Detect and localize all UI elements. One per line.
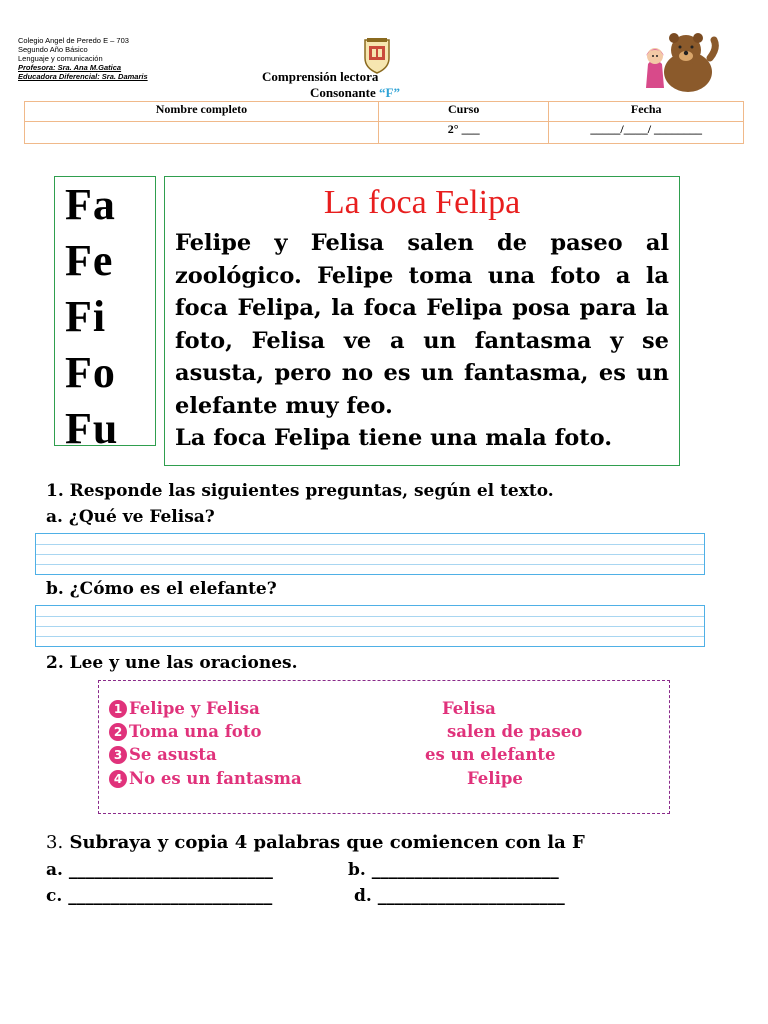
blank-a[interactable]: a. ________________________	[46, 860, 273, 880]
number-badge: 2	[109, 723, 127, 741]
subtitle-letter: “F”	[379, 85, 400, 100]
syllable-fa: Fa	[65, 180, 116, 229]
section1-heading: 1. Responde las siguientes preguntas, según el texto.	[46, 481, 554, 501]
cartoon-girl-and-bear-icon	[628, 28, 720, 94]
match-left-1[interactable]	[109, 699, 260, 718]
story-text-cutoff: La foca Felipa tiene una mala foto.	[175, 425, 613, 451]
syllable-box	[54, 176, 156, 446]
school-name: Colegio Angel de Peredo E – 703	[18, 36, 129, 45]
match-left-text: Toma una foto	[129, 722, 262, 741]
table-row	[25, 122, 744, 144]
student-info-table	[24, 101, 744, 144]
header-curso: Curso	[378, 102, 549, 122]
worksheet-title: Comprensión lectora	[262, 69, 379, 84]
number-badge: 4	[109, 770, 127, 788]
school-info	[18, 36, 148, 81]
match-left-2[interactable]	[109, 722, 261, 741]
question-b: b. ¿Cómo es el elefante?	[46, 579, 277, 599]
special-educator: Educadora Diferencial: Sra. Damaris	[18, 72, 148, 81]
section3-number: 3.	[46, 832, 64, 853]
subtitle-prefix: Consonante	[310, 85, 379, 100]
story-text: Felipe y Felisa salen de paseo al zoológico. Felipe toma una foto a la foca Felipa, la foca Felipa posa para la foto, Felisa ve a un fantasma y se asusta, pero no es un fantasma, es un elefante muy feo.	[175, 230, 669, 419]
grade-level: Segundo Año Básico	[18, 45, 88, 54]
match-left-3[interactable]	[109, 745, 217, 764]
match-right-2[interactable]: salen de paseo	[447, 722, 583, 741]
section3-heading	[46, 832, 585, 853]
blank-d[interactable]: d. ______________________	[354, 886, 565, 906]
answer-lines-a[interactable]	[35, 533, 705, 575]
blank-c[interactable]: c. ________________________	[46, 886, 273, 906]
curso-field[interactable]: 2° ___	[378, 122, 549, 144]
teacher: Profesora: Sra. Ana M.Gatica	[18, 63, 122, 72]
nombre-field[interactable]	[25, 122, 379, 144]
match-left-text: Felipe y Felisa	[129, 699, 260, 718]
syllable-fi: Fi	[65, 292, 107, 341]
story-title: La foca Felipa	[323, 184, 521, 221]
answer-lines-b[interactable]	[35, 605, 705, 647]
match-right-4[interactable]: Felipe	[467, 769, 523, 788]
match-left-text: Se asusta	[129, 745, 217, 764]
matching-box	[98, 680, 670, 814]
worksheet-subtitle	[310, 85, 400, 101]
match-left-text: No es un fantasma	[129, 769, 302, 788]
header-fecha: Fecha	[549, 102, 744, 122]
story-box	[164, 176, 680, 466]
syllable-fo: Fo	[65, 348, 116, 397]
number-badge: 1	[109, 700, 127, 718]
table-header-row	[25, 102, 744, 122]
match-right-1[interactable]: Felisa	[442, 699, 496, 718]
section3-text: Subraya y copia 4 palabras que comiencen con la F	[63, 832, 585, 853]
syllable-fe: Fe	[65, 236, 114, 285]
match-left-4[interactable]	[109, 769, 302, 788]
match-right-3[interactable]: es un elefante	[425, 745, 556, 764]
section2-heading: 2. Lee y une las oraciones.	[46, 653, 298, 673]
subject: Lenguaje y comunicación	[18, 54, 103, 63]
header-nombre: Nombre completo	[25, 102, 379, 122]
blank-b[interactable]: b. ______________________	[348, 860, 559, 880]
syllable-fu: Fu	[65, 404, 119, 446]
number-badge: 3	[109, 746, 127, 764]
fecha-field[interactable]: _____/____/ ________	[549, 122, 744, 144]
question-a: a. ¿Qué ve Felisa?	[46, 507, 215, 527]
